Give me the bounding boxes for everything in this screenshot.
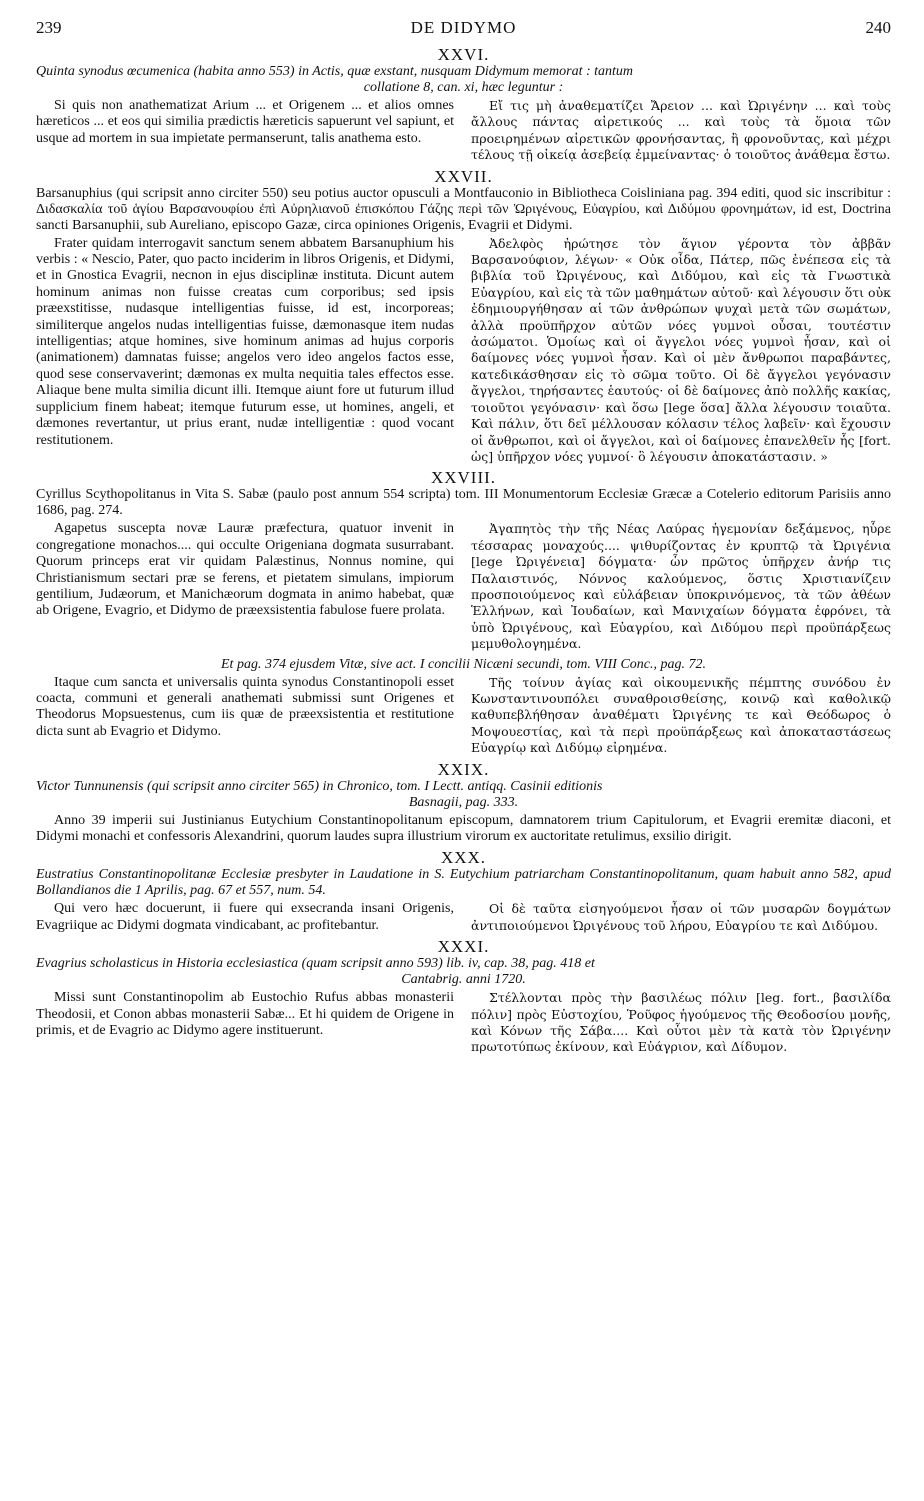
section-intro: Barsanuphius (qui scripsit anno circiter 550) seu potius auctor opusculi a Montfauconio in Bibliotheca Coisliniana pag. 394 editi, quod sic inscribitur : Διδασκαλία τοῦ ἁγίου Βαρσανουφίου ἐπὶ Αὐρηλιανοῦ ἐπισκόπου Γάζης περὶ τῶν Ὠριγένους, Εὐαγρίου, καὶ Διδύμου φρονημάτων, id est, Doctrina sancti Barsanuphii, sub Aureliano, episcopo Gazæ, circa opiniones Origenis, Evagrii et Didymi. xyxy=(36,185,891,233)
section-intro: Cyrillus Scythopolitanus in Vita S. Sabæ (paulo post annum 554 scripta) tom. III Monumentorum Ecclesiæ Græcæ a Cotelerio editorum Parisiis anno 1686, pag. 274. xyxy=(36,487,891,519)
greek-text: Οἱ δὲ ταῦτα εἰσηγούμενοι ἦσαν οἱ τῶν μυσαρῶν δογμάτων ἀντιποιούμενοι Ὠριγένους τοῦ λήρου, Εὐαγρίου τε καὶ Διδύμου. xyxy=(471,901,891,933)
section-numeral: XXX. xyxy=(440,848,487,868)
section-xxx xyxy=(36,849,891,934)
parallel-columns xyxy=(36,521,891,652)
section-xxix xyxy=(36,761,891,846)
section-numeral: XXVI. xyxy=(437,45,490,64)
section-intro: Quinta synodus œcumenica (habita anno 553) in Actis, quæ exstant, nusquam Didymum memorat : tantum collatione 8, can. xi, hæc leguntur : xyxy=(36,64,634,95)
latin-text: Itaque cum sancta et universalis quinta synodus Constantinopoli esset coacta, communi et generali anathemati submissi sunt Origenes et Theodorus Mopsuestenus, cum iis quæ de præexsistentia et restitutione dicta sunt ab Evagrio et Didymo. xyxy=(36,674,454,739)
parallel-columns xyxy=(36,901,891,934)
section-xxxi xyxy=(36,938,891,1056)
latin-text: Frater quidam interrogavit sanctum senem abbatem Barsanuphium his verbis : « Nescio, Pater, quo pacto inciderim in libros Origenis, et Didymi, et in Gnostica Evagrii, necnon in ejus disciplinæ instituta. Dicunt autem hominum animas non fuisse creatas cum corporibus; sed ipsis præexstitisse, nudasque intelligentias fuisse, id est, incorporeas; similiterque angelos nudas intelligentias fuisse, dæmonasque item nudas intelligentias; atque homines, sive hominum animas ad hujus corporis (animationem) damnatas fuisse; angelos vero ideo angelos factos esse, quod sese conservaverint; dæmonas ex multa nequitia tales effectos esse. Aliaque bene multa similia dicunt illi. Itemque aiunt fore ut futurum illud supplicium finem habeat; itemque futurum esse, ut homines, angeli, et dæmones revertantur, ut prius erant, nudæ intelligentiæ : quod vocant restitutionem. xyxy=(36,235,454,448)
section-xxvii xyxy=(36,168,891,466)
section-intro: Victor Tunnunensis (qui scripsit anno circiter 565) in Chronico, tom. I Lectt. antiqq. Casinii editionis Basnagii, pag. 333. xyxy=(36,778,603,810)
section-numeral: XXVIII. xyxy=(430,468,497,488)
latin-text: Qui vero hæc docuerunt, ii fuere qui exsecranda insani Origenis, Evagriique ac Didymi dogmata vindicabant, ac profitebantur. xyxy=(36,901,454,933)
parallel-columns xyxy=(36,98,891,164)
section-intro: Evagrius scholasticus in Historia ecclesiastica (quam scripsit anno 593) lib. iv, cap. 38, pag. 418 et Cantabrig. anni 1720. xyxy=(36,956,595,988)
section-xxvi xyxy=(36,46,891,164)
greek-text: Ἀδελφὸς ἠρώτησε τὸν ἅγιον γέροντα τὸν ἀββᾶν Βαρσανούφιον, λέγων· « Οὐκ οἶδα, Πάτερ, πῶς ἐνέπεσα εἰς τὰ βιβλία τοῦ Ὠριγένους, καὶ Διδύμου, καὶ εἰς τὰ Γνωστικὰ Εὐαγρίου, καὶ εἰς τὰ τῶν μαθημάτων αὐτοῦ· καὶ λέγουσιν ὅτι οὐκ ἐδημιουργήθησαν αἱ τῶν ἀνθρώπων ψυχαὶ μετὰ τῶν σωμάτων, ἀλλὰ προϋπῆρχον αὐτῶν νόες γυμνοὶ οὖσαι, τουτέστιν ἀσώματοι. Ὁμοίως καὶ οἱ ἄγγελοι νόες γυμνοὶ ἦσαν, καὶ οἱ δαίμονες νόες γυμνοὶ ἦσαν. Καὶ οἱ μὲν ἄνθρωποι παραβάντες, κατεδικάσθησαν εἰς τὸ σῶμα τοῦτο. Οἱ δὲ ἄγγελοι γεγόνασιν ἄγγελοι, τηρήσαντες ἑαυτούς· οἱ δὲ δαίμονες ἀπὸ πολλῆς κακίας, τοιοῦτοι γεγόνασιν· καὶ ὅσω [lege ὅσα] ἄλλα λέγουσιν τοιαῦτα. Καὶ πάλιν, ὅτι δεῖ μέλλουσαν κόλασιν τέλος λαβεῖν· καὶ ἔχουσιν οἱ ἄνθρωποι, καὶ οἱ ἄγγελοι, καὶ οἱ δαίμονες ἐπανελθεῖν ἧς [fort. ὡς] ὑπῆρχον νόες γυμνοί· ὃ λέγουσιν ἀποκατάστασιν. » xyxy=(471,235,891,464)
page-number-right: 240 xyxy=(865,18,891,37)
section-subhead: Et pag. 374 ejusdem Vitæ, sive act. I concilii Nicæni secundi, tom. VIII Conc., pag. 72. xyxy=(221,656,706,672)
latin-text: Agapetus suscepta novæ Lauræ præfectura, quatuor invenit in congregatione monachos.... qui occulte Origeniana dogmata susurrabant. Quorum princeps erat vir quidam Palæstinus, Nonnus nomine, qui Christianismum sectari præ se ferens, et pietatem simulans, impiorum gentilium, Judæorum, et Manichæorum dogmata in animo habebat, quæ ab Origene, Evagrio, et Didymo de præexsistentia fabulose fuere prolata. xyxy=(36,521,454,619)
section-intro: Eustratius Constantinopolitanæ Ecclesiæ presbyter in Laudatione in S. Eutychium patriarcham Constantinopolitanum, quam habuit anno 582, apud Bollandianos die 1 Aprilis, pag. 67 et 557, num. 54. xyxy=(36,867,891,899)
section-numeral: XXXI. xyxy=(437,937,490,957)
running-head xyxy=(36,18,891,46)
parallel-columns xyxy=(36,675,891,757)
greek-text: Τῆς τοίνυν ἁγίας καὶ οἰκουμενικῆς πέμπτης συνόδου ἐν Κωνσταντινουπόλει συναθροισθείσης, κοινῷ καὶ καθολικῷ καθυπεβλήθησαν ἀναθέματι Ὠριγένης τε καὶ Θεόδωρος ὁ Μοψουεστίας, καὶ τὰ περὶ προϋπάρξεως καὶ ἀποκαταστάσεως Εὐαγρίῳ καὶ Διδύμῳ εἰρημένα. xyxy=(471,674,891,756)
greek-text: Εἴ τις μὴ ἀναθεματίζει Ἄρειον ... καὶ Ὠριγένην ... καὶ τοὺς ἄλλους πάντας αἱρετικούς ... καὶ τοὺς τὰ ὅμοια τῶν προειρημένων αἱρετικῶν φρονήσαντας, ἢ φρονοῦντας, καὶ μέχρι τέλους τῇ οἰκείᾳ ἀσεβείᾳ ἐμμείναντας· ὁ τοιοῦτος ἀνάθεμα ἔστω. xyxy=(471,98,891,163)
section-xxviii xyxy=(36,469,891,756)
section-numeral: XXIX. xyxy=(437,759,490,779)
running-title: DE DIDYMO xyxy=(410,18,517,37)
latin-text: Si quis non anathematizat Arium ... et Origenem ... et alios omnes hæreticos ... et eos qui similia prædictis hæreticis sapuerunt vel sapiunt, et usque ad mortem in sua impietate permanserunt, talis anathema esto. xyxy=(36,98,454,146)
section-numeral: XXVII. xyxy=(434,166,493,186)
parallel-columns xyxy=(36,236,891,466)
greek-text: Ἀγαπητὸς τὴν τῆς Νέας Λαύρας ἡγεμονίαν δεξάμενος, ηὗρε τέσσαρας μοναχούς.... ψιθυρίζοντας ἐν κρυπτῷ τὰ Ὠριγένια [lege Ὠριγένεια] δόγματα· ὧν πρῶτος ὑπῆρχεν ἀνήρ τις Παλαιστινός, Νόννος καλούμενος, ὅστις Χριστιανίζειν προσποιούμενος καὶ εὐλάβειαν ὑποκρινόμενος, τὰ τῶν ἀθέων Ἑλλήνων, καὶ Ἰουδαίων, καὶ Μανιχαίων δόγματα ἐφρόνει, τὰ ὑπὸ Ὠριγένους, καὶ Εὐαγρίου, καὶ Διδύμου περὶ προϋπάρξεως μεμυθολογημένα. xyxy=(471,521,891,652)
greek-text: Στέλλονται πρὸς τὴν βασιλέως πόλιν [leg. fort., βασιλίδα πόλιν] πρὸς Εὐστοχίου, Ῥοῦφος ἡγούμενος τῆς Θεοδοσίου μονῆς, καὶ Κόνων τῆς Σάβα.... Καὶ οὗτοι μὲν τὰ κατὰ τὸν Ὠριγένην πρωτοτύπως ἐκίνουν, καὶ Εὐάγριον, καὶ Δίδυμον. xyxy=(471,990,891,1055)
page-number-left: 239 xyxy=(36,18,62,37)
latin-text: Missi sunt Constantinopolim ab Eustochio Rufus abbas monasterii Theodosii, et Conon abbas monasterii Sabæ... Et hi quidem de Origene in primis, et de Evagrio ac Didymo agere instituerunt. xyxy=(36,990,454,1039)
page xyxy=(36,18,891,1060)
parallel-columns xyxy=(36,990,891,1056)
latin-text: Anno 39 imperii sui Justinianus Eutychium Constantinopolitanum episcopum, damnatorem trium Capitulorum, et Evagrii eremitæ diaconi, et Didymi monachi et confessoris Alexandrini, quorum laudes supra illustrium virorum ex auctoritate retulimus, exsilio dirigit. xyxy=(36,812,891,844)
